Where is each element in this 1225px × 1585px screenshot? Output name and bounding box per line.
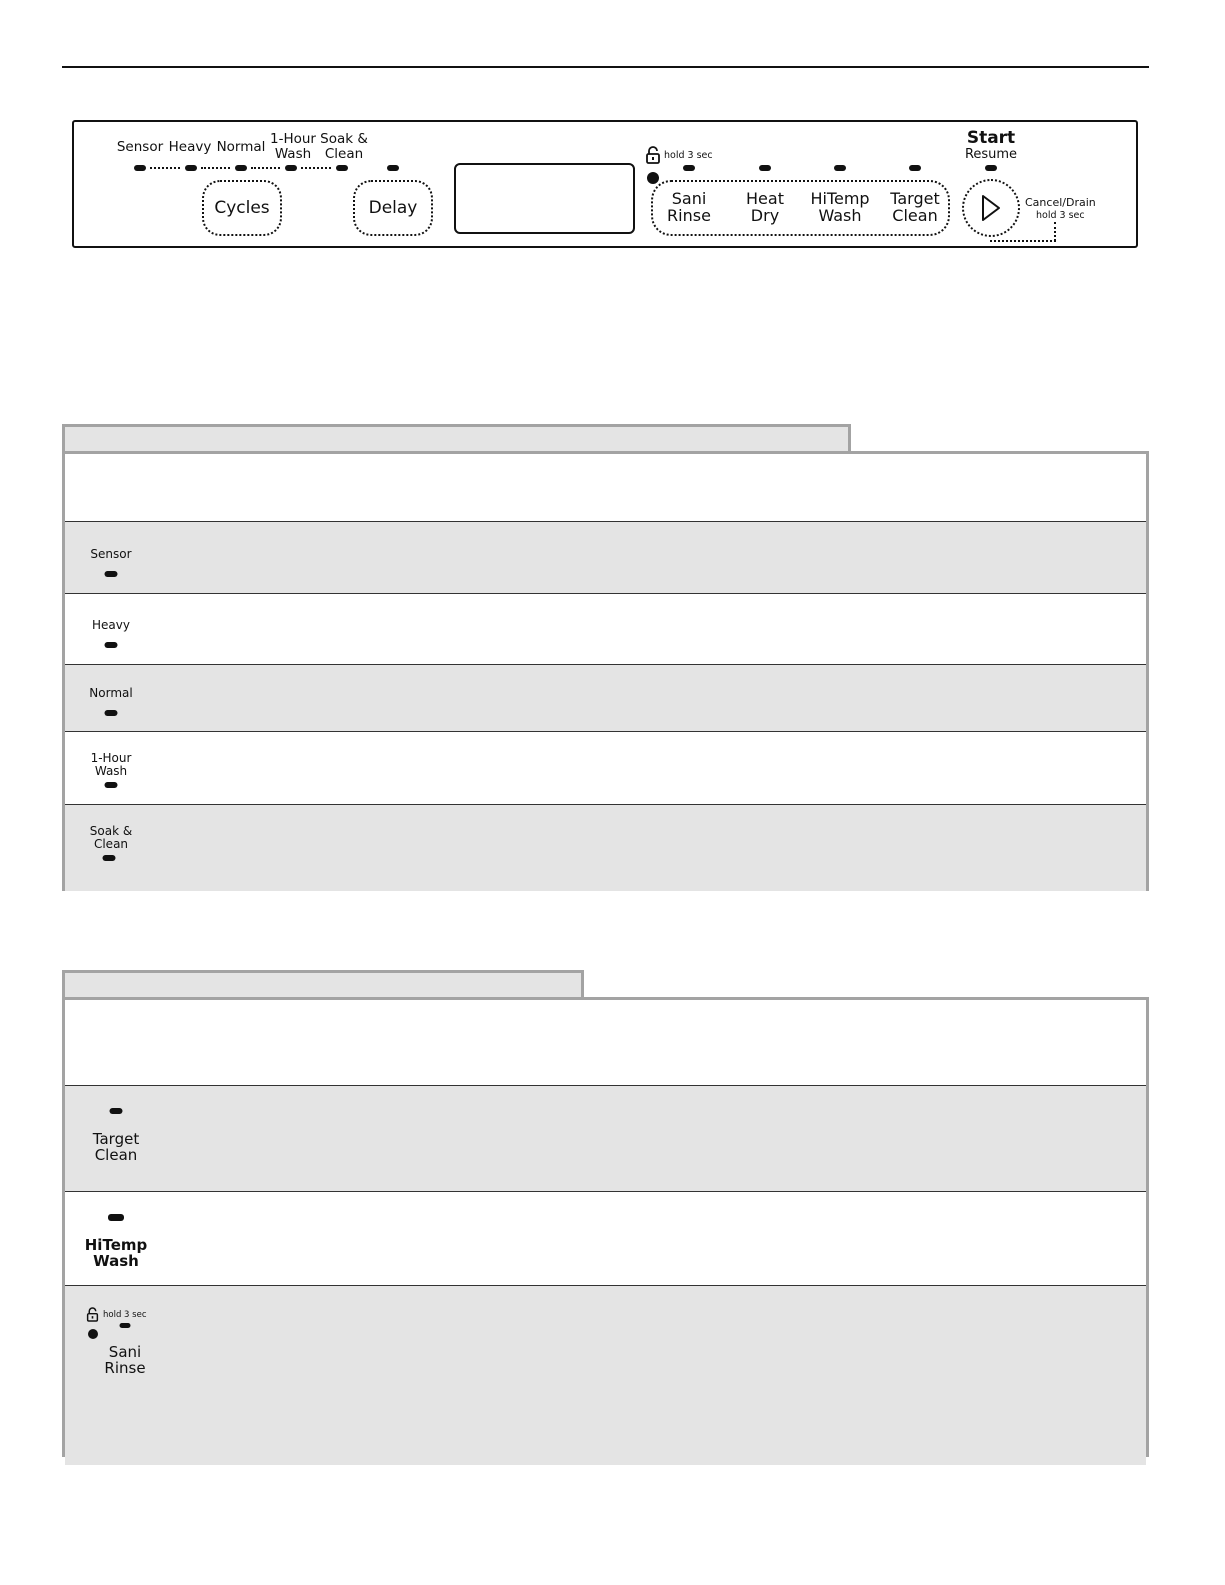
lock-indicator xyxy=(647,172,659,184)
start-led xyxy=(985,165,997,171)
table-row xyxy=(65,1191,1146,1285)
cancel-drain-label: Cancel/Drain xyxy=(1025,196,1096,209)
row-led xyxy=(105,710,118,716)
hitemp-wash-button[interactable]: HiTemp Wash xyxy=(810,189,870,225)
lock-indicator xyxy=(88,1329,98,1339)
sani-rinse-button[interactable]: Sani Rinse xyxy=(667,189,711,225)
row-label: 1-Hour Wash xyxy=(90,751,132,778)
table-header xyxy=(65,454,1146,521)
row-label: Sani Rinse xyxy=(104,1343,146,1377)
cycle-label-heavy: Heavy xyxy=(168,139,212,155)
delay-led xyxy=(387,165,399,171)
row-led xyxy=(120,1323,131,1328)
cycles-table xyxy=(62,451,1149,891)
row-led xyxy=(110,1108,123,1114)
table-row xyxy=(65,731,1146,804)
delay-button[interactable]: Delay xyxy=(353,180,433,236)
option-led-sani xyxy=(683,165,695,171)
lock-hold-hint: hold 3 sec xyxy=(664,150,713,161)
start-button[interactable] xyxy=(962,179,1020,237)
cycle-led-sensor xyxy=(134,165,146,171)
row-label: Normal xyxy=(89,686,133,700)
table-row xyxy=(65,664,1146,731)
play-icon xyxy=(979,193,1003,223)
cycles-table-tab xyxy=(62,424,851,454)
row-led xyxy=(105,571,118,577)
row-label: Heavy xyxy=(92,618,130,632)
cycles-button[interactable]: Cycles xyxy=(202,180,282,236)
row-led xyxy=(105,642,118,648)
option-led-hitemp xyxy=(834,165,846,171)
lock-icon xyxy=(86,1307,99,1322)
heat-dry-button[interactable]: Heat Dry xyxy=(746,189,784,225)
top-rule xyxy=(62,66,1149,68)
cycle-label-sensor: Sensor xyxy=(116,139,164,155)
option-led-heat xyxy=(759,165,771,171)
cycle-label-normal: Normal xyxy=(216,139,266,155)
start-label: Start xyxy=(966,128,1016,148)
table-row xyxy=(65,804,1146,891)
row-label: Soak & Clean xyxy=(89,824,133,851)
table-row xyxy=(65,1285,1146,1465)
control-panel xyxy=(72,120,1138,248)
cancel-hold-hint: hold 3 sec xyxy=(1036,210,1085,221)
row-led xyxy=(108,1214,124,1221)
cycle-led-normal xyxy=(235,165,247,171)
lock-icon xyxy=(645,146,661,164)
options-table-tab xyxy=(62,970,584,1000)
row-led xyxy=(105,782,118,788)
cycle-connector xyxy=(201,167,230,169)
cycle-connector xyxy=(251,167,280,169)
table-row xyxy=(65,593,1146,664)
target-clean-button[interactable]: Target Clean xyxy=(890,189,940,225)
cancel-connector xyxy=(1054,222,1056,241)
resume-label: Resume xyxy=(964,147,1018,162)
options-table xyxy=(62,997,1149,1457)
cycle-label-1hour: 1-Hour Wash xyxy=(270,131,316,162)
cycle-label-soak: Soak & Clean xyxy=(320,131,368,162)
lock-hold-hint: hold 3 sec xyxy=(103,1310,147,1320)
cycle-connector xyxy=(150,167,180,169)
option-led-target xyxy=(909,165,921,171)
cancel-connector xyxy=(990,240,1056,242)
row-label: HiTemp Wash xyxy=(84,1236,148,1270)
table-row xyxy=(65,1085,1146,1191)
row-label: Target Clean xyxy=(92,1130,140,1164)
row-label: Sensor xyxy=(90,547,132,561)
cycle-led-heavy xyxy=(185,165,197,171)
cycle-led-1hour xyxy=(285,165,297,171)
cycle-connector xyxy=(301,167,331,169)
table-header xyxy=(65,1000,1146,1085)
status-display xyxy=(454,163,635,234)
row-led xyxy=(103,855,116,861)
table-row xyxy=(65,521,1146,593)
cycle-led-soak xyxy=(336,165,348,171)
